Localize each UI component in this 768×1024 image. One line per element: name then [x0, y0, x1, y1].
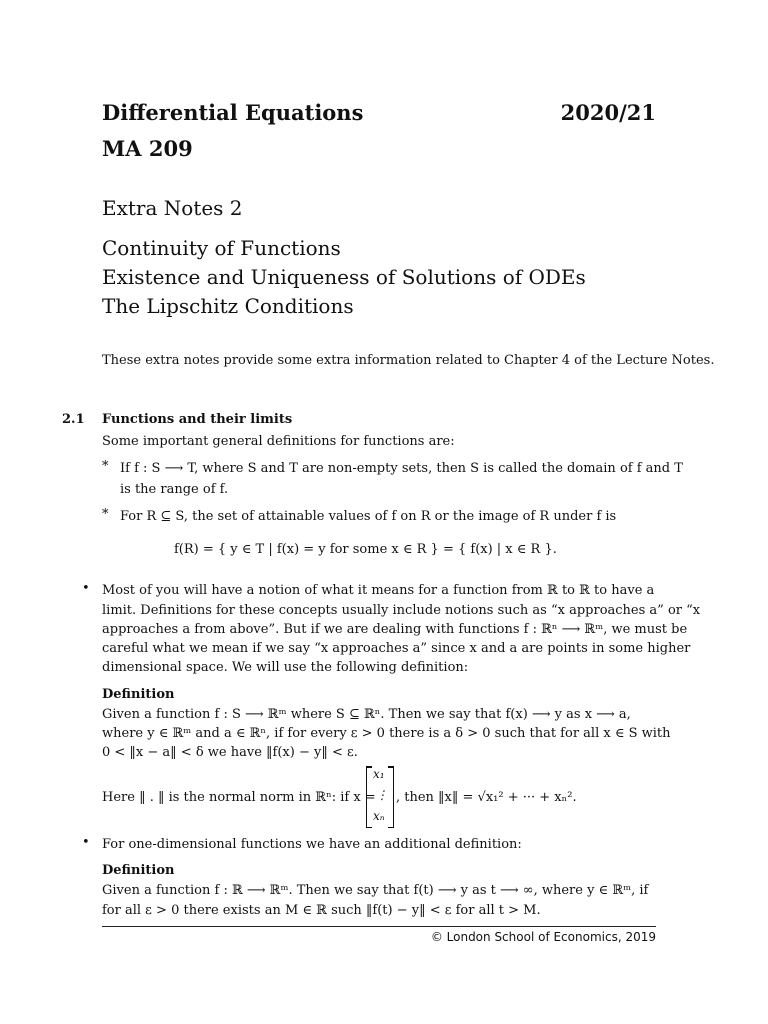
bullet-dot-icon: •	[82, 581, 90, 596]
star-item-2-line1: For R ⊆ S, the set of attainable values of f on R or the image of R under f is	[120, 509, 617, 524]
course-code: MA 209	[102, 136, 193, 161]
star-bullet-icon: *	[102, 459, 109, 474]
topic-2: Existence and Uniqueness of Solutions of ODEs	[102, 265, 586, 289]
vector-entry: xₙ	[373, 809, 385, 823]
intro-text: These extra notes provide some extra information related to Chapter 4 of the Lecture Notes.	[102, 353, 715, 368]
bullet-1-line4: careful what we mean if we say “x approaches a” since x and a are points in some higher	[102, 641, 691, 656]
definition-1-line2: where y ∈ ℝᵐ and a ∈ ℝⁿ, if for every ε > 0 there is a δ > 0 such that for all x ∈ S with	[102, 726, 671, 741]
definition-heading: Definition	[102, 863, 175, 878]
star-bullet-icon: *	[102, 507, 109, 522]
footer-divider	[102, 926, 656, 927]
star-item-1-line2: is the range of f.	[120, 482, 229, 497]
definition-2-line2: for all ε > 0 there exists an M ∈ ℝ such ‖f(t) − y‖ < ε for all t > M.	[102, 903, 541, 918]
norm-prefix: Here ‖ . ‖ is the normal norm in ℝⁿ: if x =	[102, 790, 376, 805]
norm-suffix: , then ‖x‖ = √x₁² + ··· + xₙ².	[396, 790, 577, 805]
column-vector	[366, 766, 394, 828]
bullet-1-line5: dimensional space. We will use the following definition:	[102, 660, 469, 675]
vector-entry: ⋮	[376, 788, 388, 802]
image-formula: f(R) = { y ∈ T | f(x) = y for some x ∈ R } = { f(x) | x ∈ R }.	[174, 542, 557, 557]
bullet-1-line1: Most of you will have a notion of what it means for a function from ℝ to ℝ to have a	[102, 583, 655, 598]
definition-heading: Definition	[102, 687, 175, 702]
bullet-1-line2: limit. Definitions for these concepts usually include notions such as “x approaches a” or “x	[102, 603, 701, 618]
definition-2-line1: Given a function f : ℝ ⟶ ℝᵐ. Then we say that f(t) ⟶ y as t ⟶ ∞, where y ∈ ℝᵐ, if	[102, 883, 649, 898]
definition-1-line1: Given a function f : S ⟶ ℝᵐ where S ⊆ ℝⁿ. Then we say that f(x) ⟶ y as x ⟶ a,	[102, 707, 631, 722]
academic-year: 2020/21	[560, 100, 656, 125]
bullet-dot-icon: •	[82, 835, 90, 850]
vector-entry: x₁	[373, 767, 385, 781]
star-item-1-line1: If f : S ⟶ T, where S and T are non-empty sets, then S is called the domain of f and T	[120, 461, 683, 476]
notes-title: Extra Notes 2	[102, 196, 243, 220]
section-lead: Some important general definitions for functions are:	[102, 434, 455, 449]
definition-1-line3: 0 < ‖x − a‖ < δ we have ‖f(x) − y‖ < ε.	[102, 745, 358, 760]
topic-1: Continuity of Functions	[102, 236, 341, 260]
bullet-1-line3: approaches a from above”. But if we are dealing with functions f : ℝⁿ ⟶ ℝᵐ, we must be	[102, 622, 688, 637]
topic-3: The Lipschitz Conditions	[102, 294, 354, 318]
bullet-2-line1: For one-dimensional functions we have an additional definition:	[102, 837, 522, 852]
copyright-footer: © London School of Economics, 2019	[430, 930, 656, 944]
course-title: Differential Equations	[102, 100, 364, 125]
section-title: Functions and their limits	[102, 412, 293, 427]
section-number: 2.1	[62, 412, 85, 427]
